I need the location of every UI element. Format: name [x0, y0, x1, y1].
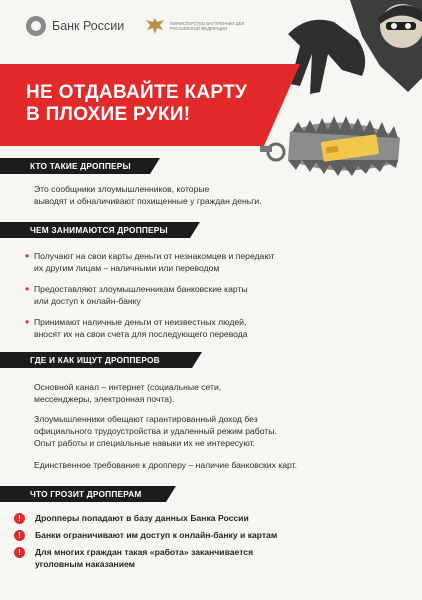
activity-bullet-2-line-2: или доступ к онлайн-банку: [34, 296, 141, 306]
search-para-1: [34, 381, 221, 405]
consequence-3-text: [35, 546, 253, 570]
search-para-2-line-2: официального трудоустройства и удаленный режим работы.: [34, 426, 277, 436]
bank-name: Банк России: [52, 19, 125, 33]
consequence-2-line-1: Банки ограничивают им доступ к онлайн-банку и картам: [35, 530, 278, 540]
header-logos: [26, 14, 248, 38]
consequence-2: [14, 529, 277, 541]
activity-bullet-2-line-1: • Предоставляют злоумышленникам банковские карты: [34, 284, 248, 294]
exclamation-circle-icon: !: [14, 530, 25, 541]
exclamation-circle-icon: !: [14, 513, 25, 524]
activity-bullet-1-line-2: их другим лицам – наличными или переводом: [34, 263, 220, 273]
mvd-name: МИНИСТЕРСТВО ВНУТРЕННИХ ДЕЛ РОССИЙСКОЙ ФЕДЕРАЦИИ: [170, 21, 245, 31]
activity-bullet-2: [34, 283, 248, 307]
section-title-search: ГДЕ И КАК ИЩУТ ДРОППЕРОВ: [0, 352, 192, 368]
section-who-line-2: выводят и обналичивают похищенные у граждан деньги.: [34, 196, 262, 206]
consequence-3-line-2: уголовным наказанием: [35, 559, 136, 569]
activity-bullet-1-line-1: • Получают на свои карты деньги от незнакомцев и передают: [34, 251, 275, 261]
exclamation-circle-icon: !: [14, 547, 25, 558]
consequence-3: [14, 546, 253, 570]
search-para-2: [34, 413, 277, 449]
consequence-2-text: [35, 529, 277, 541]
consequence-1-line-1: Дропперы попадают в базу данных Банка России: [35, 513, 249, 523]
headline-line-1: НЕ ОТДАВАЙТЕ КАРТУ: [26, 82, 248, 103]
section-who-line-1: Это сообщники злоумышленников, которые: [34, 184, 210, 194]
activity-bullet-3: [34, 316, 248, 340]
section-who-text: [34, 183, 262, 207]
search-para-3-line-1: Единственное требование к дропперу – наличие банковских карт.: [34, 460, 297, 470]
activity-bullet-3-line-1: • Принимают наличные деньги от неизвестных людей,: [34, 317, 247, 327]
headline: [26, 82, 286, 126]
consequence-1-text: [35, 512, 249, 524]
bank-of-russia-emblem-icon: [26, 16, 46, 36]
activity-bullet-3-line-2: вносят их на свои счета для последующего перевода: [34, 329, 248, 339]
consequence-1: [14, 512, 249, 524]
section-title-consequences: ЧТО ГРОЗИТ ДРОППЕРАМ: [0, 486, 166, 502]
search-para-1-line-2: мессенджеры, электронная почта).: [34, 394, 175, 404]
search-para-3: [34, 459, 297, 471]
consequence-3-line-1: Для многих граждан такая «работа» заканчивается: [35, 547, 254, 557]
headline-line-2: В ПЛОХИЕ РУКИ!: [26, 104, 191, 125]
mvd-emblem-icon: [144, 16, 166, 36]
activity-bullet-1: [34, 250, 275, 274]
search-para-2-line-1: Злоумышленники обещают гарантированный доход без: [34, 414, 258, 424]
search-para-2-line-3: Опыт работы и специальные навыки их не интересуют.: [34, 438, 255, 448]
section-title-activities: ЧЕМ ЗАНИМАЮТСЯ ДРОППЕРЫ: [0, 222, 190, 238]
section-title-who: КТО ТАКИЕ ДРОППЕРЫ: [0, 158, 150, 174]
search-para-1-line-1: Основной канал – интернет (социальные сети,: [34, 382, 222, 392]
